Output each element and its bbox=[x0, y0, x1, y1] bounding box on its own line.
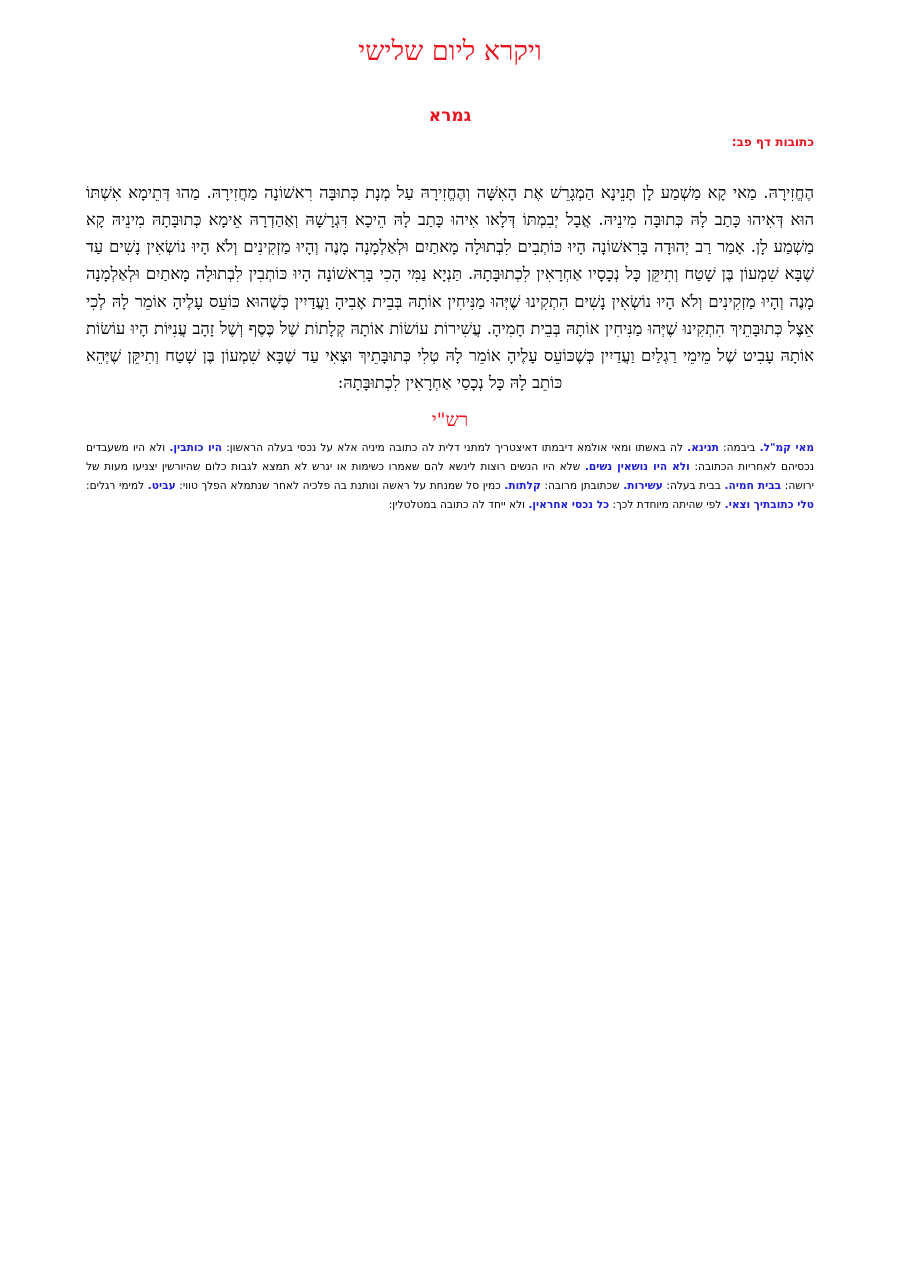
rashi-dibur-hamatchil: מאי קמ"ל. bbox=[759, 442, 814, 455]
rashi-commentary: לפי שהיתה מיוחדת לכך: bbox=[609, 499, 725, 512]
rashi-commentary: כמין סל שמנחת על ראשה ונותנת בה פלכיה לאחר שנתמלא הפלך טווי: bbox=[175, 480, 505, 493]
rashi-dibur-hamatchil: טלי כתובתיך וצאי. bbox=[724, 499, 814, 512]
daf-reference: כתובות דף פב: bbox=[731, 135, 814, 150]
rashi-commentary: ולא ייחד לה כתובה במטלטלין: bbox=[388, 499, 529, 512]
rashi-text bbox=[86, 439, 814, 515]
rashi-dibur-hamatchil: היו כותבין. bbox=[169, 442, 223, 455]
rashi-commentary: בבית בעלה: bbox=[662, 480, 725, 493]
gemara-text: הֶחֱזִירָהּ. מַאי קָא מַשְׁמַע לָן תָּנֵינָא הַמְגָרֵשׁ אֶת הָאִשָּׁה וְהֶחֱזִירָהּ עַל מְנָת כְּתוּבָּה רִאשׁוֹנָה מַחֲזִירָהּ. מַהוּ דְּתֵימָא אִשְׁתּוֹ הוּא דְּאִיהוּ כָּתַב לָהּ כְּתוּבָּה מִינֵיהּ. אֲבָל יְבִמְתּוֹ דְּלָאו אִיהוּ כָּתַב לָהּ הֵיכָא דִּגְרָשָׁהּ וְאַהַדְרָהּ אֵימָא כְּתוּבָּתָהּ מִינֵיהּ קָא מַשְׁמַע לָן. אָמַר רַב יְהוּדָה בָּרִאשׁוֹנָה הָיוּ כּוֹתְבִים לִבְתוּלָה מָאתַיִם וּלְאַלְמָנָה מָנֶה וְהָיוּ מַזְקִינִים וְלֹא הָיוּ נוֹשְׂאִין נָשִׁים עַד שֶׁבָּא שִׁמְעוֹן בֶּן שָׁטַח וְתִיקֵּן כָּל נְכָסָיו אַחְרָאִין לִכְתוּבָּתָהּ. תַּנְיָא נַמִּי הָכִי בָּרִאשׁוֹנָה הָיוּ כּוֹתְבִין לִבְתוּלָה מָאתַיִם וּלְאַלְמָנָה מָנֶה וְהָיוּ מַזְקִינִים וְלֹא הָיוּ נוֹשְׂאִין נָשִׁים הִתְקִינוּ שֶׁיְּהוּ מַנִּיחִין אוֹתָהּ בְּבֵית אָבִיהָ וַעֲדַיִין כְּשֶׁהוּא כּוֹעֵס עָלֶיהָ אוֹמֵר לָהּ לְכִי אֵצֶל כְּתוּבָּתֵיךְ הִתְקִינוּ שֶׁיְּהוּ מַנִּיחִין אוֹתָהּ בְּבֵית חָמִיהָ. עֲשִׁירוֹת עוֹשׂוֹת אוֹתָהּ קְלָתוֹת שֶׁל כֶּסֶף וְשֶׁל זָהָב עֲנִיּוֹת הָיוּ עוֹשׂוֹת אוֹתָהּ עָבִיט שֶׁל מֵימֵי רַגְלַיִם וַעֲדַיִין כְּשֶׁכּוֹעֵס עָלֶיהָ אוֹמֵר לָהּ טְלִי כְּתוּבָּתֵיךְ וּצְאִי עַד שֶׁבָּא שִׁמְעוֹן בֶּן שָׁטַח וְתִיקֵּן שֶׁיְּהֵא כּוֹתֵב לָהּ כָּל נְכָסַי אַחְרָאִין לִכְתוּבָּתָהּ: bbox=[86, 182, 814, 393]
rashi-commentary: ולא היו משעבדים נכסיהם לאחריות הכתובה: bbox=[86, 442, 814, 474]
rashi-commentary: ביבמה: bbox=[718, 442, 760, 455]
rashi-commentary: למימי רגלים: bbox=[86, 480, 148, 493]
rashi-dibur-hamatchil: עביט. bbox=[147, 480, 176, 493]
rashi-dibur-hamatchil: עשירות. bbox=[623, 480, 663, 493]
page-title: ויקרא ליום שלישי bbox=[358, 36, 542, 67]
rashi-commentary: לה באשתו ומאי אולמא דיבמתו דאיצטריך למתני דלית לה כתובה מיניה אלא על נכסי בעלה הראשון: bbox=[222, 442, 688, 455]
rashi-commentary: שכתובתן מרובה: bbox=[540, 480, 624, 493]
rashi-dibur-hamatchil: תנינא. bbox=[687, 442, 719, 455]
rashi-title: רש"י bbox=[431, 409, 469, 432]
section-title-gemara: גמרא bbox=[428, 106, 472, 127]
rashi-dibur-hamatchil: ולא היו נושאין נשים. bbox=[584, 461, 690, 474]
rashi-commentary: שלא היו הנשים רוצות לינשא להם שאמרו כשימות או יגרש לא תמצא לגבות כלום שהיורשין יצניעו מעות של ירושה: bbox=[86, 461, 814, 493]
rashi-dibur-hamatchil: קלתות. bbox=[504, 480, 541, 493]
rashi-dibur-hamatchil: בבית חמיה. bbox=[724, 480, 782, 493]
rashi-dibur-hamatchil: כל נכסי אחראין. bbox=[528, 499, 610, 512]
